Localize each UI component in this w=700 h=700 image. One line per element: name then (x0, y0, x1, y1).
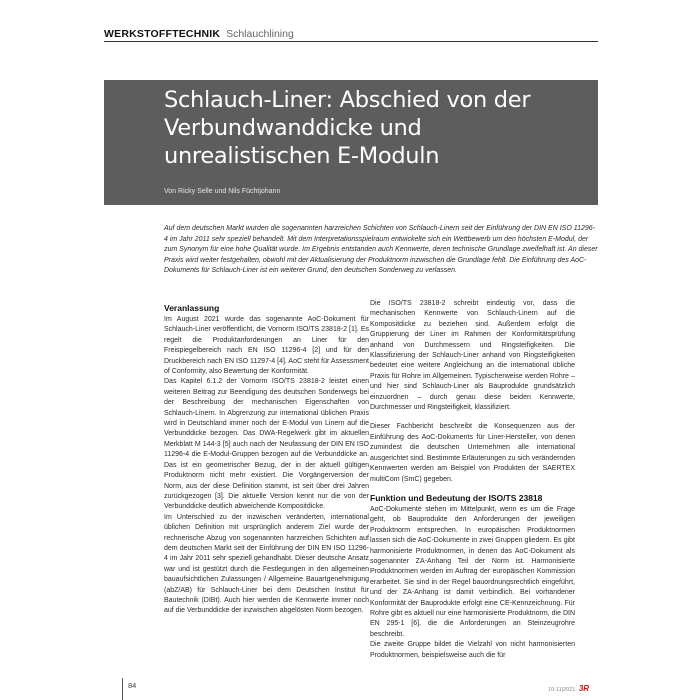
header-subcategory: Schlauchlining (226, 28, 294, 40)
article-title: Schlauch-Liner: Abschied von der Verbundwanddicke und unrealistischen E-Moduln (164, 87, 531, 169)
section-heading-funktion: Funktion und Bedeutung der ISO/TS 23818 (370, 492, 543, 503)
title-banner (104, 80, 598, 205)
paragraph: Dieser Fachbericht beschreibt die Konsequenzen aus der Einführung des AoC-Dokuments für Liner-Hersteller, von denen zumindest die deutschen Unternehmen alle international ausgerichtet sind. Bestimmte Erläuterungen zu sich verändernden Kennwerten werden am Beispiel von Produkten der SAERTEX multiCom (SmC) gegeben. (370, 423, 575, 483)
running-header (104, 28, 294, 40)
right-column (370, 299, 575, 661)
paragraph: Die ISO/TS 23818-2 schreibt eindeutig vor, dass die mechanischen Kennwerte von Schlauch-Linern auf die Kompositdicke zu beziehen sind. Außerdem erfolgt die Gruppierung der Liner im Rahmen der Konformitätsprüfung anhand von Durchmessern und Ringsteifigkeiten. Die Klassifizierung der Schlauch-Liner anhand von Ringsteifigkeiten bedeutet eine weitere Angleichung an die international übliche Praxis für Rohre im Allgemeinen. Typischerweise werden Rohre – und hier sind Schlauch-Liner als Bauprodukte grundsätzlich einzuordnen – durch genau diese beiden Kennwerte, Durchmesser und Ringsteifigkeit, klassifiziert. (370, 300, 575, 412)
header-divider (104, 41, 598, 42)
article-abstract: Auf dem deutschen Markt wurden die sogenannten harzreichen Schichten von Schlauch-Linern seit der Einführung der DIN EN ISO 11296-4 im Jahr 2011 sehr speziell behandelt. Mit dem Interpretationsspielraum entwickelte sich ein Wettbewerb um den höchsten E-Modul, der zum Synonym für eine hohe Qualität wurde. Im Ergebnis entstanden auch Kennwerte, deren technische Grundlage zweifelhaft ist. An dieser Praxis wird weiter festgehalten, obwohl mit der Aktualisierung der Produktnorm inzwischen die Grundlage fehlt. Die Einführung des AoC-Dokuments für Schlauch-Liner ist ein weiterer Grund, den deutschen Sonderweg zu verlassen. (164, 225, 598, 275)
publisher-logo: 3R (578, 684, 590, 693)
paragraph: Die zweite Gruppe bildet die Vielzahl von nicht harmonisierten Produktnormen, beispielsweise auch die für (370, 641, 575, 659)
paragraph: Das Kapitel 6.1.2 der Vornorm ISO/TS 23818-2 leistet einen weiteren Beitrag zur Beendigung des deutschen Sonderwegs bei der Beschreibung der mechanischen Eigenschaften von Schlauch-Linern. In Abgrenzung zur international üblichen Praxis wird in Deutschland immer noch der E-Modul von Linern auf die Verbunddicke bezogen. Das DWA-Regelwerk gibt im aktuellen Merkblatt M 144-3 [5] auch nach der Neufassung der DIN EN ISO 11296-4 die E-Modul-Gruppen bezogen auf die Verbunddicke an. Das ist ein geometrischer Bezug, der in der aktuell gültigen Produktnorm nicht mehr existiert. Die Vorgängerversion der Norm, aus der diese Definition stammt, ist seit über drei Jahren zurückgezogen [3]. Die aktuelle Version kennt nur die von der Verbunddicke deutlich abweichende Kompositdicke. (164, 378, 369, 511)
paragraph: AoC-Dokumente stehen im Mittelpunkt, wenn es um die Frage geht, ob Bauprodukte den Anforderungen der jeweiligen Produktnorm entsprechen. In europäischen Produktnormen lassen sich die AoC-Dokumente in zwei Gruppen gliedern. Es gibt harmonisierte Produktnormen, in denen das AoC-Dokument als sogenannter ZA-Anhang Teil der Norm ist. Harmonisierte Produktnormen werden im Auftrag der europäischen Kommission erarbeitet. Sie sind in der Regel bauordnungsrechtlich eingeführt, und der ZA-Anhang ist damit verbindlich. Bei vorhandener Konformität der Bauprodukte erfolgt eine CE-Kennzeichnung. Für Rohre gibt es aktuell nur eine harmonisierte Produktnorm, die DIN EN 295-1 [6], die die Anforderungen an Steinzeugrohre beschreibt. (370, 505, 575, 638)
section-heading-veranlassung: Veranlassung (164, 303, 220, 313)
page-number: 84 (128, 681, 137, 690)
paragraph: Im Unterschied zu der inzwischen veränderten, international üblichen Definition mit ursprünglich anderem Ziel wurde der rechnerische Abzug von sogenannten harzreichen Schichten auf dem deutschen Markt seit der Einführung der DIN EN ISO 11296-4 im Jahr 2011 sehr speziell gehandhabt. Dieser deutsche Ansatz war und ist gestützt durch die Festlegungen in den allgemeinen bauaufsichtlichen Zulassungen / Allgemeine Bauartgenehmigung (abZ/AB) für Schlauch-Liner bei dem Deutschen Institut für Bautechnik (DIBt). Auch hier werden die Kennwerte immer noch auf die Verbunddicke der inzwischen abgelösten Norm bezogen. (164, 513, 369, 615)
header-category: WERKSTOFFTECHNIK (104, 28, 221, 40)
footer-divider (122, 678, 123, 700)
article-authors: Von Ricky Selle und Nils Füchtjohann (164, 188, 281, 195)
paragraph: Im August 2021 wurde das sogenannte AoC-Dokument für Schlauch-Liner veröffentlicht, die Vornorm ISO/TS 23818-2 [1]. Es regelt die Produktanforderungen an Liner für den Freispiegelbereich nach EN ISO 11296-4 [2] und für den Druckbereich nach EN ISO 11297-4 [4]. AoC steht für Assessment of Conformity, also Bewertung der Konformität. (164, 316, 369, 376)
footer-issue (548, 684, 589, 693)
left-column (164, 303, 369, 617)
issue-label: 10-11|2021 (548, 687, 576, 693)
